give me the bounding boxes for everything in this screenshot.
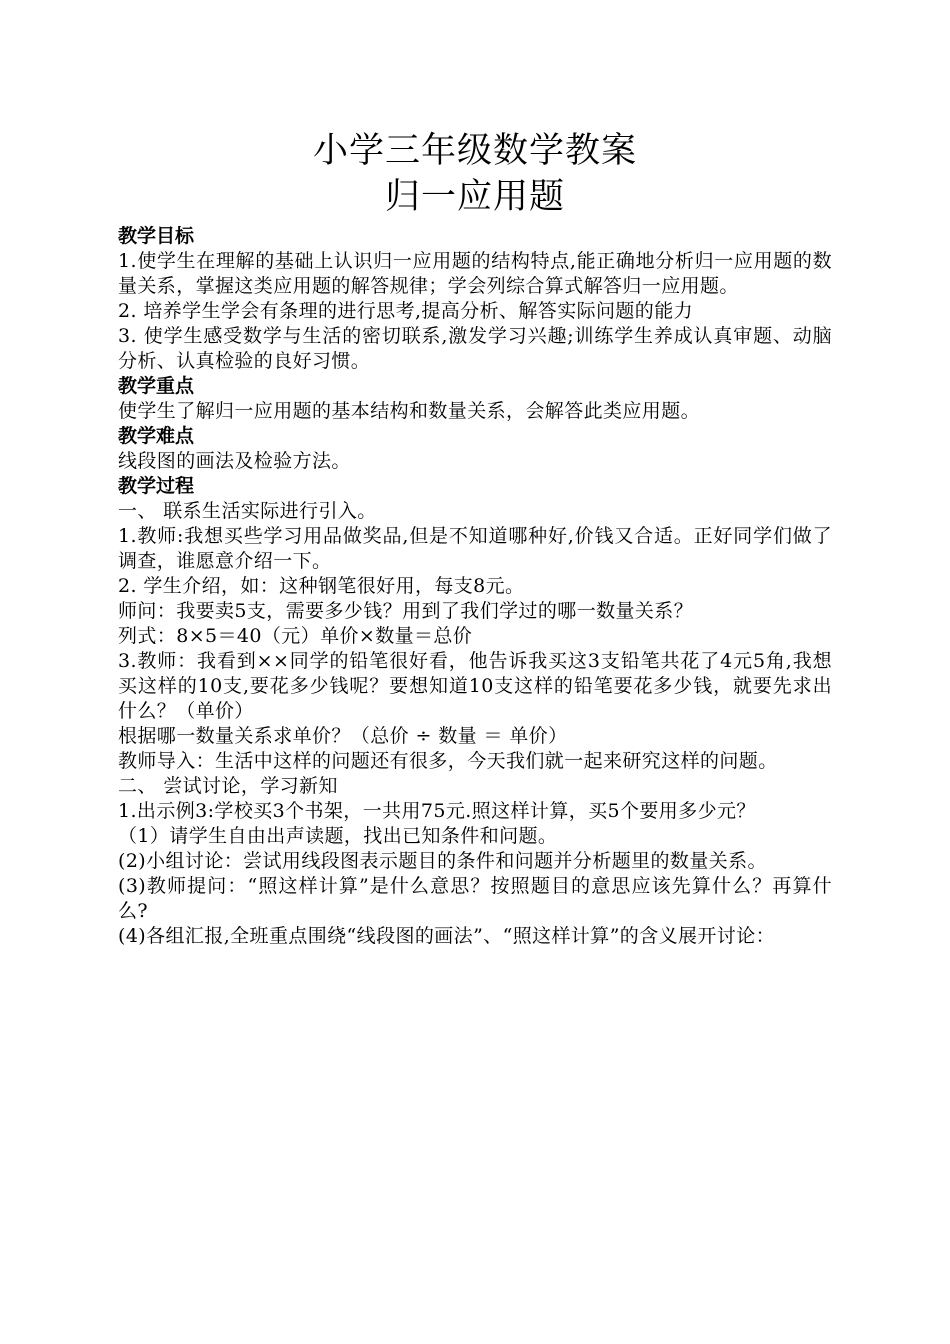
objective-item: 2. 培养学生学会有条理的进行思考,提高分析、解答实际问题的能力 bbox=[118, 300, 694, 322]
process-line: 根据哪一数量关系求单价？（总价 ÷ 数量 ＝ 单价） bbox=[118, 725, 568, 747]
objective-item: 1.使学生在理解的基础上认识归一应用题的结构特点,能正确地分析归一应用题的数量关系，掌握这类应用题的解答规律；学会列综合算式解答归一应用题。 bbox=[118, 250, 832, 297]
process-line: 1.出示例3:学校买3个书架，一共用75元.照这样计算，买5个要用多少元？ bbox=[118, 800, 756, 822]
process-line: 列式：8×5＝40（元）单价×数量＝总价 bbox=[118, 625, 473, 647]
process-line: 二、 尝试讨论，学习新知 bbox=[118, 775, 338, 797]
key-points-text: 使学生了解归一应用题的基本结构和数量关系，会解答此类应用题。 bbox=[118, 400, 701, 422]
process-line: 一、 联系生活实际进行引入。 bbox=[118, 500, 377, 522]
process-line: 2. 学生介绍，如：这种钢笔很好用，每支8元。 bbox=[118, 575, 525, 597]
objectives-heading: 教学目标 bbox=[118, 225, 195, 247]
document-title: 小学三年级数学教案 bbox=[312, 131, 637, 171]
difficulties-heading: 教学难点 bbox=[118, 425, 195, 447]
key-points-heading: 教学重点 bbox=[118, 375, 195, 397]
document-subtitle: 归一应用题 bbox=[384, 177, 565, 217]
process-line: （1）请学生自由出声读题，找出已知条件和问题。 bbox=[118, 825, 558, 847]
section-process bbox=[118, 474, 832, 949]
process-line: (2)小组讨论：尝试用线段图表示题目的条件和问题并分析题里的数量关系。 bbox=[118, 850, 767, 872]
section-difficulties bbox=[118, 424, 832, 474]
process-line: (4)各组汇报,全班重点围绕“线段图的画法”、“照这样计算”的含义展开讨论： bbox=[118, 925, 776, 947]
process-line: 3.教师：我看到××同学的铅笔很好看，他告诉我买这3支铅笔共花了4元5角,我想买这样的10支,要花多少钱呢？要想知道10支这样的铅笔要花多少钱，就要先求出什么？（单价） bbox=[118, 650, 832, 722]
process-line: 教师导入：生活中这样的问题还有很多，今天我们就一起来研究这样的问题。 bbox=[118, 750, 778, 772]
process-heading: 教学过程 bbox=[118, 475, 195, 497]
process-line: 师问：我要卖5支，需要多少钱？用到了我们学过的哪一数量关系？ bbox=[118, 600, 694, 622]
section-objectives bbox=[118, 224, 832, 374]
difficulties-text: 线段图的画法及检验方法。 bbox=[118, 450, 351, 472]
process-line: 1.教师:我想买些学习用品做奖品,但是不知道哪种好,价钱又合适。正好同学们做了调查，谁愿意介绍一下。 bbox=[118, 525, 832, 572]
document-page bbox=[118, 128, 832, 949]
process-line: (3)教师提问：“照这样计算”是什么意思？按照题目的意思应该先算什么？再算什么? bbox=[118, 875, 832, 922]
section-key-points bbox=[118, 374, 832, 424]
objective-item: 3. 使学生感受数学与生活的密切联系,激发学习兴趣;训练学生养成认真审题、动脑分析、认真检验的良好习惯。 bbox=[118, 325, 832, 372]
